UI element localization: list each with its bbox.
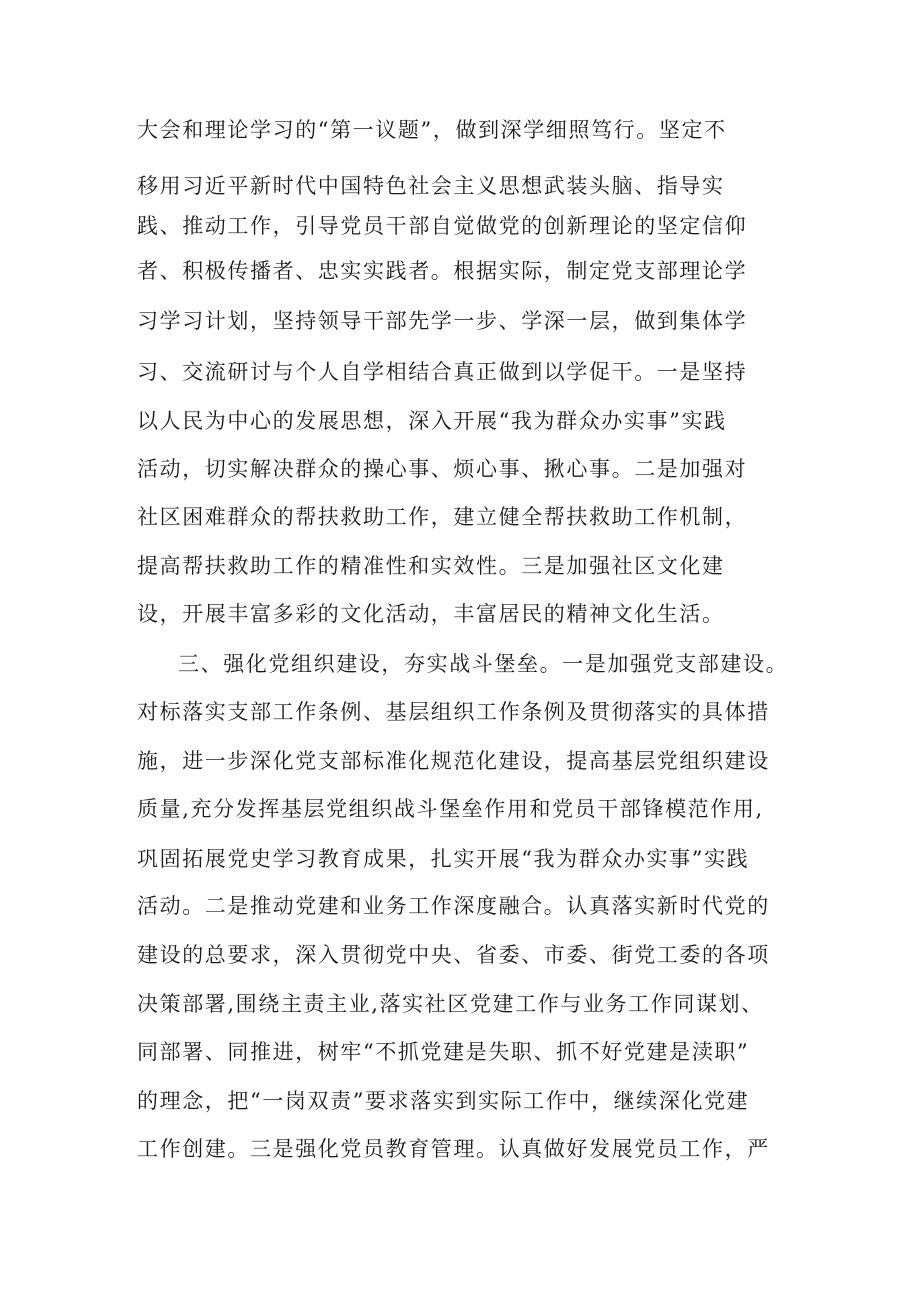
text-line: 大会和理论学习的“第一议题”，做到深学细照笃行。坚定不 — [137, 118, 727, 142]
text-line: 对标落实支部工作条例、基层组织工作条例及贯彻落实的具体措 — [137, 700, 770, 724]
text-line: 习学习计划，坚持领导干部先学一步、学深一层，做到集体学 — [137, 309, 748, 333]
text-line: 践、推动工作，引导党员干部自觉做党的创新理论的坚定信仰 — [137, 214, 748, 238]
text-line: 决策部署,围绕主责主业,落实社区党建工作与业务工作同谋划、 — [137, 992, 764, 1016]
text-line: 施，进一步深化党支部标准化规范化建设，提高基层党组织建设 — [137, 749, 770, 773]
text-line: 移用习近平新时代中国特色社会主义思想武装头脑、指导实 — [137, 174, 725, 198]
text-line: 质量,充分发挥基层党组织战斗堡垒作用和党员干部锋模范作用, — [137, 797, 764, 821]
text-line: 的理念，把“一岗双责”要求落实到实际工作中，继续深化党建 — [137, 1089, 750, 1113]
text-line: 设，开展丰富多彩的文化活动，丰富居民的精神文化生活。 — [137, 602, 725, 626]
text-line: 工作创建。三是强化党员教育管理。认真做好发展党员工作，严 — [137, 1137, 770, 1161]
text-line: 以人民为中心的发展思想，深入开展“我为群众办实事”实践 — [137, 409, 727, 433]
text-line: 提高帮扶救助工作的精准性和实效性。三是加强社区文化建 — [137, 554, 725, 578]
text-line: 社区困难群众的帮扶救助工作，建立健全帮扶救助工作机制， — [137, 505, 748, 529]
text-line: 习、交流研讨与个人自学相结合真正做到以学促干。一是坚持 — [137, 360, 748, 384]
text-line: 建设的总要求，深入贯彻党中央、省委、市委、街党工委的各项 — [137, 943, 770, 967]
text-line: 同部署、同推进，树牢“不抓党建是失职、抓不好党建是渎职” — [137, 1040, 750, 1064]
text-line: 活动。二是推动党建和业务工作深度融合。认真落实新时代党的 — [137, 894, 770, 918]
text-line: 活动，切实解决群众的操心事、烦心事、揪心事。二是加强对 — [137, 457, 748, 481]
text-line: 者、积极传播者、忠实实践者。根据实际，制定党支部理论学 — [137, 259, 748, 283]
section-heading-line: 三、强化党组织建设，夯实战斗堡垒。一是加强党支部建设。 — [178, 652, 789, 676]
text-line: 巩固拓展党史学习教育成果，扎实开展“我为群众办实事”实践 — [137, 847, 750, 871]
